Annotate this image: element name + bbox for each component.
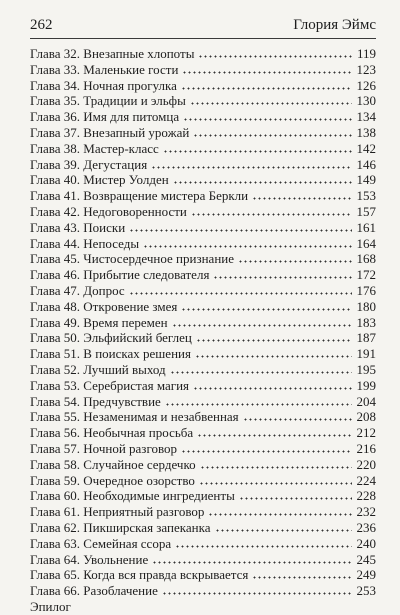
dot-leader xyxy=(193,127,352,137)
toc-entry-title: Глава 66. Разоблачение xyxy=(30,583,158,599)
dot-leader xyxy=(196,332,352,342)
dot-leader xyxy=(181,301,352,311)
toc-entry-page: 142 xyxy=(356,140,376,156)
toc-row xyxy=(30,567,376,583)
toc-row xyxy=(30,330,376,346)
toc-entry-page: 164 xyxy=(356,235,376,251)
toc-entry-page: 208 xyxy=(356,409,376,425)
dot-leader xyxy=(239,490,352,500)
toc-entry-title: Глава 57. Ночной разговор xyxy=(30,440,177,456)
toc-entry-page: 240 xyxy=(356,535,376,551)
toc-row xyxy=(30,488,376,504)
page-number: 262 xyxy=(30,17,53,33)
toc-row xyxy=(30,109,376,125)
toc-row xyxy=(30,78,376,94)
toc-entry-page: 119 xyxy=(356,46,376,61)
dot-leader xyxy=(199,475,352,485)
dot-leader xyxy=(193,380,352,390)
header-rule xyxy=(30,38,376,39)
toc-row xyxy=(30,473,376,489)
toc-entry-page: 149 xyxy=(356,172,376,188)
toc-row xyxy=(30,552,376,568)
toc-entry-page: 187 xyxy=(356,330,376,346)
toc-entry-title: Глава 53. Серебристая магия xyxy=(30,377,190,393)
dot-leader xyxy=(182,64,352,74)
toc-entry-title: Глава 62. Пикширская запеканка xyxy=(30,519,211,535)
toc-entry-page: 212 xyxy=(356,425,376,441)
toc-row xyxy=(30,157,376,173)
dot-leader xyxy=(190,95,352,105)
toc-entry-page: 232 xyxy=(356,504,376,520)
toc-entry-title: Эпилог xyxy=(30,598,71,614)
toc-entry-title: Глава 54. Предчувствие xyxy=(30,393,161,409)
toc-entry-page: 172 xyxy=(356,267,376,283)
toc-entry-page: 123 xyxy=(356,61,376,77)
toc-entry-title: Глава 59. Очередное озорство xyxy=(30,472,195,488)
dot-leader xyxy=(172,317,352,327)
toc-entry-title: Глава 58. Случайное сердечко xyxy=(30,456,196,472)
toc-row xyxy=(30,583,376,599)
toc-row xyxy=(30,504,376,520)
toc-entry-title: Глава 41. Возвращение мистера Беркли xyxy=(30,188,249,204)
toc-entry-page: 220 xyxy=(356,456,376,472)
dot-leader xyxy=(151,159,352,169)
toc-entry-title: Глава 43. Поиски xyxy=(30,219,126,235)
toc-entry-title: Глава 33. Маленькие гости xyxy=(30,61,179,77)
toc-row xyxy=(30,315,376,331)
toc-entry-title: Глава 65. Когда вся правда вскрывается xyxy=(30,567,249,583)
toc-entry-page: 253 xyxy=(356,583,376,599)
toc-entry-title: Глава 34. Ночная прогулка xyxy=(30,77,177,93)
toc-row xyxy=(30,283,376,299)
dot-leader xyxy=(191,206,352,216)
toc-entry-page: 130 xyxy=(356,93,376,109)
toc-entry-page: 180 xyxy=(356,298,376,314)
toc-entry-page: 146 xyxy=(356,156,376,172)
toc-entry-title: Глава 51. В поисках решения xyxy=(30,346,191,362)
toc-row xyxy=(30,409,376,425)
dot-leader xyxy=(197,427,352,437)
dot-leader xyxy=(152,554,352,564)
toc-entry-page: 204 xyxy=(356,393,376,409)
dot-leader xyxy=(200,459,352,469)
toc-entry-title: Глава 44. Непоседы xyxy=(30,235,140,251)
toc-entry-title: Глава 45. Чистосердечное признание xyxy=(30,251,235,267)
toc-entry-title: Глава 36. Имя для питомца xyxy=(30,109,180,125)
toc-row xyxy=(30,93,376,109)
dot-leader xyxy=(129,285,352,295)
toc-row xyxy=(30,425,376,441)
toc-row xyxy=(30,46,376,62)
toc-entry-page: 183 xyxy=(356,314,376,330)
toc-row xyxy=(30,236,376,252)
toc-entry-title: Глава 47. Допрос xyxy=(30,282,125,298)
toc-entry-page: 161 xyxy=(356,219,376,235)
dot-leader xyxy=(252,569,352,579)
dot-leader xyxy=(213,269,352,279)
toc-entry-page: 216 xyxy=(356,440,376,456)
dot-leader xyxy=(163,143,352,153)
dot-leader xyxy=(243,411,352,421)
toc-row xyxy=(30,267,376,283)
toc-row xyxy=(30,251,376,267)
toc-row xyxy=(30,394,376,410)
dot-leader xyxy=(238,253,352,263)
toc-row xyxy=(30,441,376,457)
toc-row xyxy=(30,125,376,141)
author-name: Глория Эймс xyxy=(293,17,376,33)
toc-entry-page: 224 xyxy=(356,472,376,488)
toc-row xyxy=(30,141,376,157)
table-of-contents xyxy=(30,46,376,615)
toc-entry-page: 138 xyxy=(356,124,376,140)
running-header xyxy=(30,15,376,37)
toc-entry-title: Глава 63. Семейная ссора xyxy=(30,535,172,551)
toc-entry-title: Глава 37. Внезапный урожай xyxy=(30,124,190,140)
dot-leader xyxy=(162,585,352,595)
toc-entry-title: Глава 40. Мистер Уолден xyxy=(30,172,169,188)
toc-entry-page: 245 xyxy=(356,551,376,567)
toc-row xyxy=(30,378,376,394)
toc-row xyxy=(30,172,376,188)
toc-entry-page: 176 xyxy=(356,282,376,298)
toc-entry-title: Глава 38. Мастер-класс xyxy=(30,140,159,156)
dot-leader xyxy=(183,111,352,121)
dot-leader xyxy=(195,348,352,358)
toc-row xyxy=(30,346,376,362)
dot-leader xyxy=(173,174,352,184)
toc-row xyxy=(30,599,376,615)
toc-row xyxy=(30,220,376,236)
toc-entry-title: Глава 39. Дегустация xyxy=(30,156,148,172)
toc-row xyxy=(30,204,376,220)
dot-leader xyxy=(143,238,352,248)
toc-row xyxy=(30,457,376,473)
toc-row xyxy=(30,299,376,315)
toc-entry-title: Глава 35. Традиции и эльфы xyxy=(30,93,186,109)
toc-entry-page: 126 xyxy=(356,77,376,93)
toc-entry-page: 153 xyxy=(356,188,376,204)
toc-entry-page: 199 xyxy=(356,377,376,393)
dot-leader xyxy=(198,48,352,58)
toc-entry-title: Глава 56. Необычная просьба xyxy=(30,425,194,441)
dot-leader xyxy=(175,538,352,548)
toc-entry-title: Глава 46. Прибытие следователя xyxy=(30,267,210,283)
toc-entry-title: Глава 42. Недоговоренности xyxy=(30,203,187,219)
toc-entry-page: 168 xyxy=(356,251,376,267)
toc-entry-page: 228 xyxy=(356,488,376,504)
toc-entry-title: Глава 61. Неприятный разговор xyxy=(30,504,205,520)
toc-row xyxy=(30,536,376,552)
dot-leader xyxy=(252,190,352,200)
toc-row xyxy=(30,520,376,536)
toc-entry-page: 195 xyxy=(356,361,376,377)
dot-leader xyxy=(208,506,352,516)
dot-leader xyxy=(165,396,352,406)
dot-leader xyxy=(170,364,352,374)
toc-row xyxy=(30,62,376,78)
toc-entry-page: 236 xyxy=(356,519,376,535)
toc-entry-title: Глава 49. Время перемен xyxy=(30,314,168,330)
dot-leader xyxy=(215,522,353,532)
toc-row xyxy=(30,362,376,378)
toc-entry-title: Глава 60. Необходимые ингредиенты xyxy=(30,488,235,504)
toc-row xyxy=(30,188,376,204)
dot-leader xyxy=(181,80,352,90)
toc-entry-page: 134 xyxy=(356,109,376,125)
toc-entry-title: Глава 48. Откровение змея xyxy=(30,298,178,314)
toc-entry-title: Глава 64. Увольнение xyxy=(30,551,149,567)
toc-entry-page: 191 xyxy=(356,346,376,362)
toc-entry-page: 249 xyxy=(356,567,376,583)
toc-entry-title: Глава 52. Лучший выход xyxy=(30,361,166,377)
toc-entry-title: Глава 55. Незаменимая и незабвенная xyxy=(30,409,239,425)
toc-entry-page: 157 xyxy=(356,203,376,219)
dot-leader xyxy=(181,443,352,453)
toc-entry-title: Глава 32. Внезапные хлопоты xyxy=(30,46,195,61)
toc-entry-title: Глава 50. Эльфийский беглец xyxy=(30,330,192,346)
dot-leader xyxy=(129,222,352,232)
